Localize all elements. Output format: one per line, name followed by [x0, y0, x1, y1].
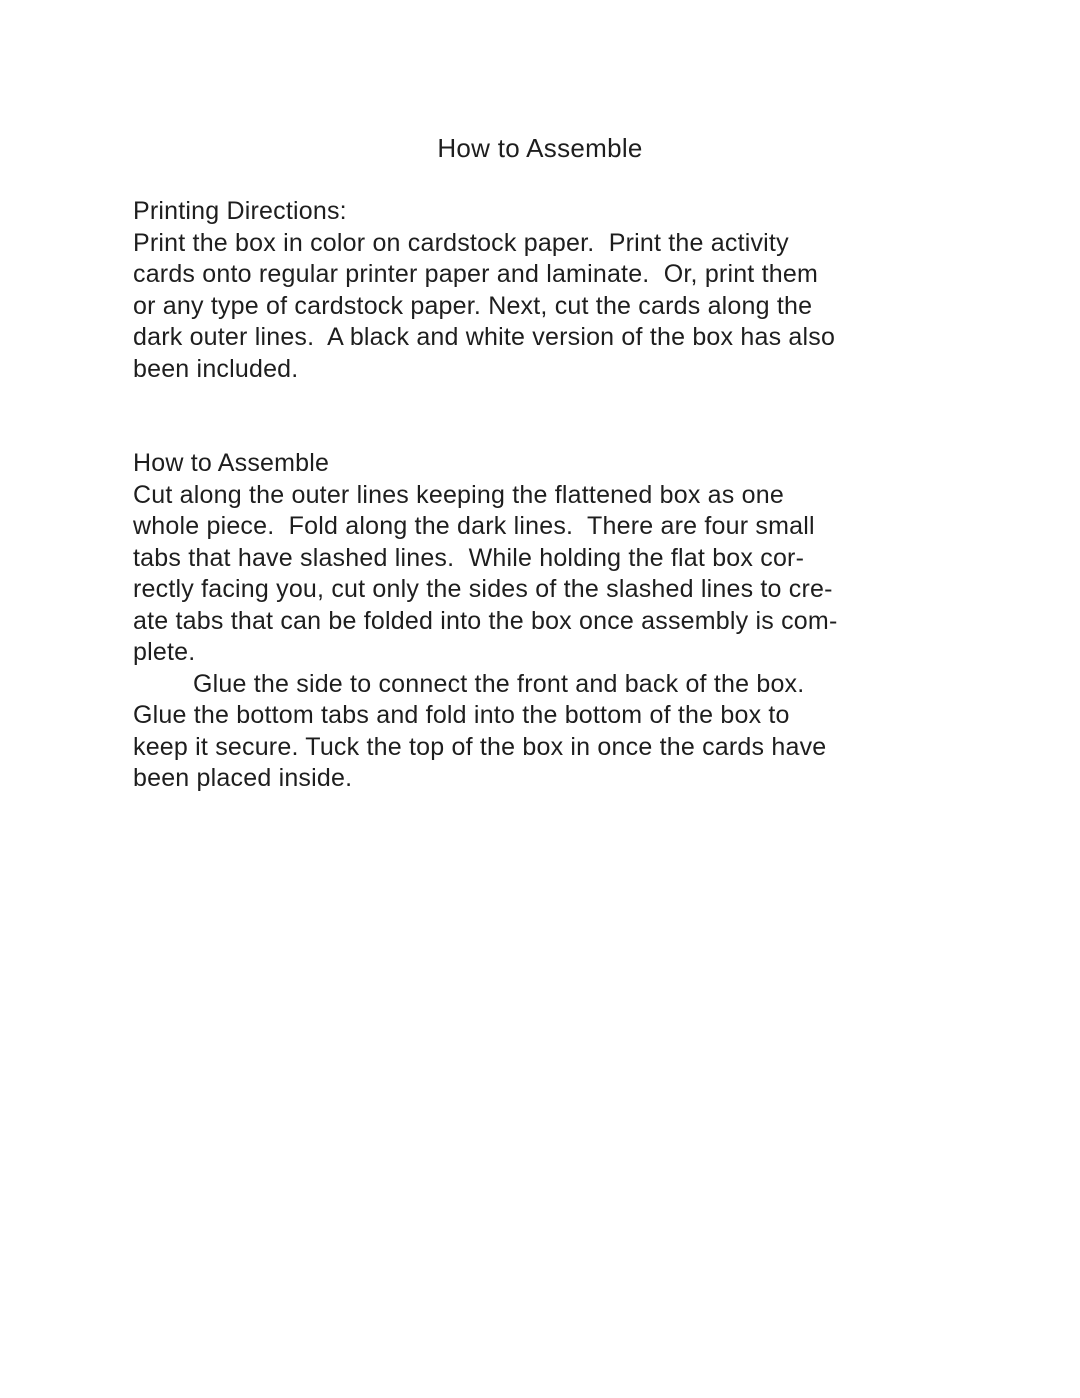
- text-line: Glue the bottom tabs and fold into the bottom of the box to: [133, 701, 790, 729]
- section-heading: Printing Directions:: [133, 197, 347, 225]
- text-line: cards onto regular printer paper and laminate. Or, print them: [133, 260, 818, 288]
- text-line: Glue the side to connect the front and back of the box.: [193, 669, 805, 698]
- document-content: [133, 196, 980, 795]
- section-how-to-assemble: [133, 448, 980, 795]
- text-line: plete.: [133, 638, 196, 666]
- text-line: tabs that have slashed lines. While holding the flat box cor-: [133, 543, 805, 572]
- text-line: ate tabs that can be folded into the box once assembly is com-: [133, 606, 838, 635]
- text-line: whole piece. Fold along the dark lines. There are four small: [133, 512, 815, 540]
- page-title: How to Assemble: [437, 133, 643, 163]
- text-line: rectly facing you, cut only the sides of the slashed lines to cre-: [133, 575, 833, 603]
- text-line: been placed inside.: [133, 764, 353, 792]
- text-line: Cut along the outer lines keeping the flattened box as one: [133, 480, 784, 509]
- section-printing-directions: [133, 196, 980, 385]
- text-line: or any type of cardstock paper. Next, cut the cards along the: [133, 291, 813, 320]
- text-line: keep it secure. Tuck the top of the box in once the cards have: [133, 732, 827, 761]
- text-line: Print the box in color on cardstock paper. Print the activity: [133, 228, 789, 257]
- text-line: been included.: [133, 354, 299, 383]
- text-line: dark outer lines. A black and white version of the box has also: [133, 323, 836, 351]
- section-heading: How to Assemble: [133, 449, 330, 477]
